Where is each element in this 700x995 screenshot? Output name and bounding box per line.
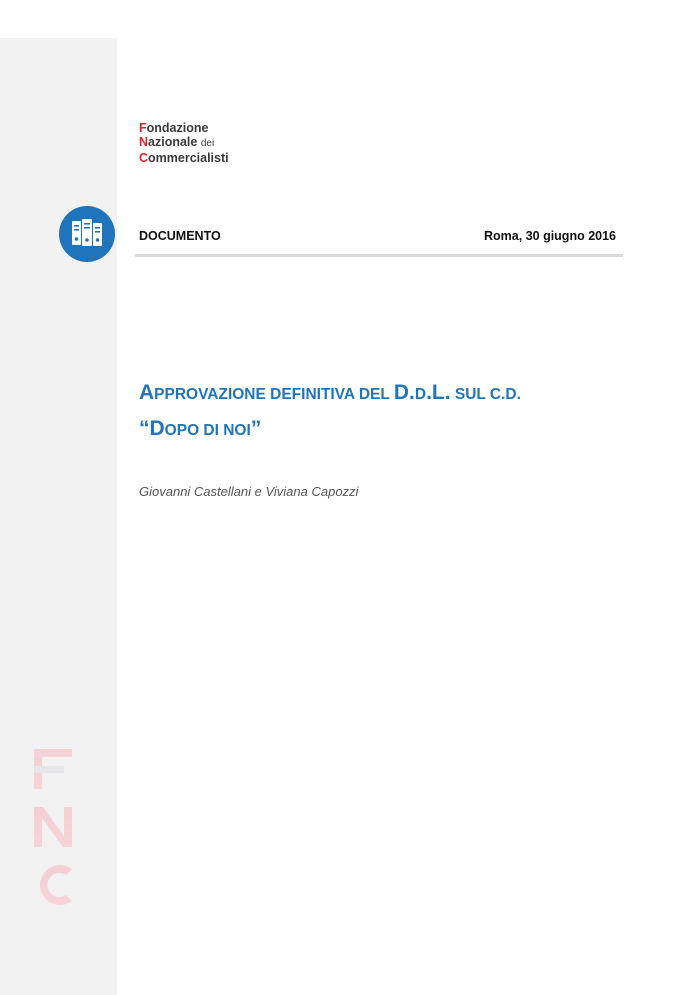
header-divider (135, 254, 623, 257)
logo-line-3: Commercialisti (139, 151, 229, 165)
document-type-label: DOCUMENTO (139, 229, 221, 243)
document-date: Roma, 30 giugno 2016 (484, 229, 616, 243)
binders-icon (59, 206, 115, 262)
top-margin (0, 0, 700, 38)
document-authors: Giovanni Castellani e Viviana Capozzi (139, 484, 359, 499)
title-line-2: “DOPO DI NOI” (139, 417, 262, 440)
title-line-1: APPROVAZIONE DEFINITIVA DEL D.D.L. SUL C.D. (139, 381, 521, 404)
logo-line-1: Fondazione (139, 121, 209, 135)
logo-line-2: Nazionale dei (139, 135, 215, 149)
document-title (139, 376, 619, 448)
fnc-logo (139, 121, 229, 165)
fnc-watermark (32, 745, 76, 907)
